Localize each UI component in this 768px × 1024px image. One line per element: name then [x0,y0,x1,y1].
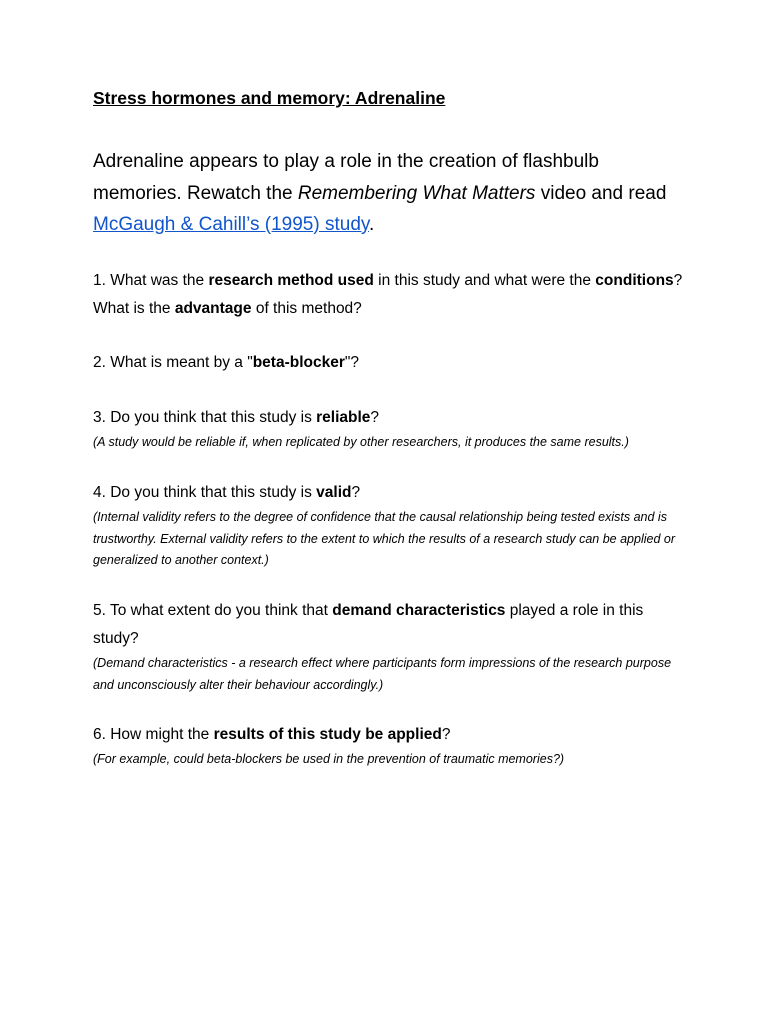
question-4 [93,479,683,507]
question-5-text: 5. To what extent do you think that [93,602,333,619]
question-1-bold-3: advantage [174,299,252,317]
question-3-text-2: ? [370,409,380,426]
question-6 [93,721,683,749]
question-5-bold: demand characteristics [332,602,506,619]
video-title: Remembering What Matters [297,182,536,204]
intro-text-2: video and read [535,182,667,204]
question-1-text-3: ? What is the [93,272,683,317]
intro-text-3: . [368,214,375,235]
question-3-note: (A study would be reliable if, when replicated by other researchers, it produces the same results.) [93,435,629,449]
question-5-note: (Demand characteristics - a research effect where participants form impressions of the research purpose and unconsciously alter their behaviour accordingly.) [93,656,672,692]
intro-paragraph [93,146,673,241]
question-1 [93,267,683,322]
question-4-text: 4. Do you think that this study is [93,484,317,501]
question-5 [93,597,683,652]
question-4-bold: valid [316,484,352,501]
document-title: Stress hormones and memory: Adrenaline [93,88,446,108]
question-3-text: 3. Do you think that this study is [93,409,317,426]
question-6-text: 6. How might the [93,726,214,743]
question-6-text-2: ? [441,726,451,743]
question-2-bold: beta-blocker [252,354,345,371]
question-6-bold: results of this study be applied [213,726,442,743]
question-1-text-2: in this study and what were the [373,272,596,289]
intro-text-1: Adrenaline appears to play a role in the creation of flashbulb memories. Rewatch the [93,151,599,204]
question-4-text-2: ? [351,484,361,501]
question-3-bold: reliable [316,409,371,426]
question-3 [93,404,683,432]
question-6-note: (For example, could beta-blockers be used in the prevention of traumatic memories?) [93,752,565,766]
question-2-text-2: "? [344,354,360,371]
question-1-text: 1. What was the [93,272,209,289]
question-1-bold-1: research method used [208,272,374,289]
question-2 [93,349,683,377]
question-2-text: 2. What is meant by a " [93,354,253,371]
question-5-text-2: played a role in this study? [93,602,644,647]
question-1-bold-2: conditions [595,272,674,289]
study-link[interactable]: McGaugh & Cahill’s (1995) study [93,214,369,235]
question-1-text-4: of this method? [251,299,362,317]
question-4-note: (Internal validity refers to the degree of confidence that the causal relationship being tested exists and is trustworthy. External validity refers to the extent to which the results of a research study can be applied or generalized to another context.) [93,510,676,567]
